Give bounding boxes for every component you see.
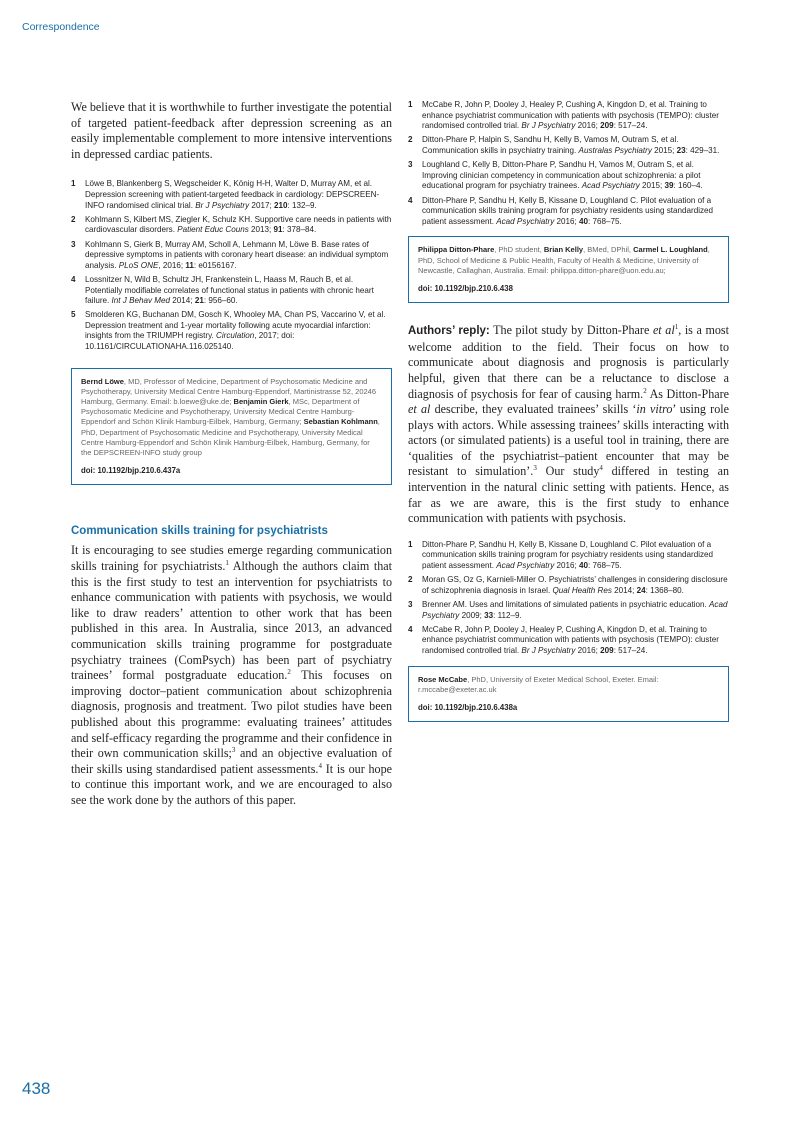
body-text: Our study bbox=[536, 464, 600, 479]
reference-volume: 23 bbox=[676, 145, 686, 155]
reference-journal: PLoS ONE bbox=[118, 260, 159, 270]
reference-item bbox=[408, 625, 729, 657]
affiliation-text bbox=[418, 675, 719, 695]
affiliation-text bbox=[418, 245, 719, 276]
body-text: describe, they evaluated trainees’ skills ‘ bbox=[430, 402, 637, 417]
reference-journal: Australas Psychiatry bbox=[578, 145, 652, 155]
reference-text: Kohlmann S, Gierk B, Murray AM, Scholl A, Lehmann M, Löwe B. Base rates of depressive symptoms in patients with coronary heart disease: an individual symptom analysis. bbox=[85, 239, 389, 270]
reference-text: Brenner AM. Uses and limitations of simulated patients in psychiatric education. bbox=[422, 600, 710, 609]
author-name: Brian Kelly bbox=[543, 245, 584, 255]
doi-link[interactable]: doi: 10.1192/bjp.210.6.438 bbox=[418, 283, 513, 293]
reference-text: , 2016; bbox=[158, 260, 186, 270]
author-name: Philippa Ditton-Phare bbox=[418, 245, 495, 255]
reference-text: Ditton-Phare P, Halpin S, Sandhu H, Kelly B, Vamos M, Outram S, et al. Communication skills in psychiatry training. bbox=[422, 135, 679, 155]
body-text: , is a most welcome addition to the field. Their focus on how to communicate about diagnosis and prognosis is particularly helpful, given that there can be a reluctance to disclose a diagnosis of psychosis for fear of causing harm. bbox=[408, 323, 729, 401]
reference-text: 2015; bbox=[639, 181, 665, 191]
reference-number: 3 bbox=[408, 600, 413, 609]
citation-marker[interactable]: 4 bbox=[599, 464, 603, 473]
reference-item bbox=[408, 160, 729, 192]
body-text: The pilot study by Ditton-Phare bbox=[489, 323, 653, 338]
reference-journal: Patient Educ Couns bbox=[177, 225, 249, 235]
reference-item bbox=[408, 600, 729, 621]
author-name: Sebastian Kohlmann bbox=[303, 417, 378, 427]
reference-text: : 112–9. bbox=[493, 610, 522, 620]
reference-journal: Qual Health Res bbox=[552, 585, 612, 595]
citation-marker[interactable]: 1 bbox=[225, 559, 229, 568]
reference-journal: Int J Behav Med bbox=[111, 296, 171, 306]
reference-item bbox=[408, 575, 729, 596]
reference-item bbox=[71, 240, 392, 272]
reference-text: 2013; bbox=[248, 225, 274, 235]
reference-text: : 956–60. bbox=[203, 296, 238, 306]
author-desc: , PhD, University of Exeter Medical School, Exeter. Email: r.mccabe@exeter.ac.uk bbox=[418, 674, 659, 694]
reference-number: 4 bbox=[408, 624, 413, 634]
citation-marker[interactable]: 1 bbox=[674, 323, 679, 332]
reference-volume: 91 bbox=[273, 225, 283, 235]
reference-text: Löwe B, Blankenberg S, Wegscheider K, König H-H, Walter D, Murray AM, et al. Depression screening with patient-targeted feedback in cardiology: DEPSCREEN-INFO randomised clinical trial. bbox=[85, 179, 380, 210]
citation-marker[interactable]: 3 bbox=[231, 746, 236, 755]
page-number: 438 bbox=[22, 1079, 51, 1098]
reference-text: Ditton-Phare P, Sandhu H, Kelly B, Kissane D, Loughland C. Pilot evaluation of a communication skills training program for psychiatry residents using standardized patient assessment. bbox=[422, 539, 714, 571]
reference-text: McCabe R, John P, Dooley J, Healey P, Cushing A, Kingdon D, et al. Training to enhance psychiatrist communication with patients with psychosis (TEMPO): cluster randomised controlled trial. bbox=[422, 100, 719, 131]
reference-text: : 429–31. bbox=[685, 145, 720, 155]
body-text: in vitro bbox=[636, 402, 673, 417]
reference-number: 5 bbox=[71, 310, 76, 320]
reference-item bbox=[408, 196, 729, 228]
reference-text: McCabe R, John P, Dooley J, Healey P, Cushing A, Kingdon D, et al. Training to enhance psychiatrist communication with patients with psychosis (TEMPO): cluster randomised controlled trial. bbox=[422, 624, 719, 655]
reference-number: 1 bbox=[408, 539, 413, 549]
citation-marker[interactable]: 4 bbox=[318, 761, 322, 770]
section-tag: Correspondence bbox=[22, 21, 100, 33]
body-text: and an objective evaluation of their skills using standardised patient assessments. bbox=[71, 746, 392, 776]
body-text: It is encouraging to see studies emerge regarding communication skills training for psychiatrists. bbox=[71, 543, 392, 574]
reference-journal: Br J Psychiatry bbox=[195, 200, 250, 210]
reference-item bbox=[408, 540, 729, 572]
affiliation-box-left bbox=[71, 368, 392, 486]
reference-text: : e0156167. bbox=[193, 260, 237, 270]
reference-text: Smolderen KG, Buchanan DM, Gosch K, Whooley MA, Chan PS, Vaccarino V, et al. Depression treatment and 1-year mortality following acute myocardial infarction: insights from the TRIUMPH registry. bbox=[85, 310, 386, 341]
reference-number: 4 bbox=[71, 274, 76, 284]
reference-text: , 2017; doi: 10.1161/CIRCULATIONAHA.116.025140. bbox=[85, 331, 295, 352]
body-text: This focuses on improving doctor–patient communication about schizophrenia diagnosis, prognosis and treatment. Two pilot studies have been published about this programme: evaluating trainees’ attitudes and self-efficacy regarding the programme and their confidence in their own communication skills; bbox=[71, 668, 392, 761]
author-name: Carmel L. Loughland bbox=[633, 245, 708, 255]
reference-text: 2016; bbox=[575, 645, 601, 655]
reference-item bbox=[71, 179, 392, 211]
reference-volume: 209 bbox=[600, 121, 614, 131]
reference-text: : 517–24. bbox=[613, 645, 648, 655]
reference-text: Ditton-Phare P, Sandhu H, Kelly B, Kissane D, Loughland C. Pilot evaluation of a communication skills training program for psychiatry residents using standardized patient assessment. bbox=[422, 195, 714, 226]
reference-number: 1 bbox=[408, 100, 413, 109]
body-text: Although the authors claim that this is the first study to test an intervention for psychiatrists to enhance communication with patients with psychosis, we would like to draw readers’ attention to other work that has been published in this area. In Australia, since 2013, an advanced communication skills training programme for postgraduate psychiatry trainees (ComPsych) has been part of psychiatry trainees’ formal postgraduate education. bbox=[71, 559, 392, 683]
reference-text: Kohlmann S, Kilbert MS, Ziegler K, Schulz KH. Supportive care needs in patients with cardiovascular disorders. bbox=[85, 214, 392, 235]
intro-paragraph: We believe that it is worthwhile to further investigate the potential of targeted patient-feedback after depression screening as an easily implementable complement to more intensive interventions in depressed cardiac patients. bbox=[71, 100, 392, 161]
reference-number: 2 bbox=[71, 214, 76, 224]
author-name: Rose McCabe bbox=[418, 674, 468, 684]
reference-item bbox=[71, 275, 392, 307]
reference-volume: 11 bbox=[185, 260, 194, 270]
reference-number: 2 bbox=[408, 575, 413, 585]
reference-text: 2016; bbox=[554, 216, 580, 226]
reference-text: : 378–84. bbox=[282, 225, 317, 235]
citation-marker[interactable]: 2 bbox=[643, 386, 647, 395]
author-desc: , PhD, Department of Psychosomatic Medicine and Psychotherapy, University Medical Centre Hamburg-Eppendorf and Schön Klinik Hamburg-Eilbek, Hamburg, Germany, for the DEPSCREEN-INFO study group bbox=[81, 417, 380, 458]
body-text: et al bbox=[408, 402, 431, 417]
reference-number: 3 bbox=[71, 239, 76, 249]
article-heading: Communication skills training for psychiatrists bbox=[71, 525, 328, 538]
reference-text: : 1368–80. bbox=[645, 585, 684, 595]
reference-journal: Circulation bbox=[216, 331, 255, 341]
reference-list-left bbox=[71, 179, 392, 352]
reference-volume: 39 bbox=[664, 181, 674, 191]
reply-lead: Authors’ reply: bbox=[408, 325, 490, 338]
reference-volume: 40 bbox=[579, 561, 589, 571]
reference-volume: 209 bbox=[600, 645, 614, 655]
reference-journal: Br J Psychiatry bbox=[521, 121, 576, 131]
article-body bbox=[71, 543, 392, 808]
author-name: Bernd Löwe bbox=[81, 376, 124, 386]
reference-text: : 160–4. bbox=[673, 181, 703, 191]
reference-number: 3 bbox=[408, 160, 413, 170]
reference-volume: 24 bbox=[636, 585, 646, 595]
reference-journal: Acad Psychiatry bbox=[581, 181, 640, 191]
reference-text: : 768–75. bbox=[588, 561, 622, 571]
reference-text: : 517–24. bbox=[613, 121, 648, 131]
left-column bbox=[71, 100, 392, 809]
reference-volume: 21 bbox=[194, 296, 204, 306]
author-desc: , MD, Professor of Medicine, Department of Psychosomatic Medicine and Psychotherapy, University Medical Centre Hamburg-Eppendorf, Martinistrasse 52, 20246 Hamburg, Germany. Email: b.loewe@uke.de; bbox=[81, 376, 376, 407]
reference-number: 2 bbox=[408, 135, 413, 145]
reference-text: 2015; bbox=[651, 145, 677, 155]
reference-text: 2014; bbox=[170, 296, 195, 306]
affiliation-box-right-2 bbox=[408, 666, 729, 723]
reference-text: Loughland C, Kelly B, Ditton-Phare P, Sandhu H, Vamos M, Outram S, et al. Improving clinician competency in communication about schizophrenia: a pilot educational program for psychiatry trainees. bbox=[422, 160, 701, 191]
author-desc: , MSc, Department of Psychosomatic Medicine and Psychotherapy, University Medical Centre Hamburg-Eppendorf and Schön Klinik Hamburg-Eilbek, Hamburg, Germany; bbox=[81, 397, 360, 427]
reference-text: 2016; bbox=[554, 561, 580, 571]
reference-journal: Acad Psychiatry bbox=[422, 600, 728, 620]
reference-volume: 40 bbox=[579, 216, 589, 226]
affiliation-text bbox=[81, 377, 382, 459]
reference-text: : 768–75. bbox=[588, 216, 622, 226]
reference-volume: 210 bbox=[273, 200, 288, 210]
reference-journal: Acad Psychiatry bbox=[496, 561, 555, 571]
citation-marker[interactable]: 2 bbox=[287, 668, 291, 677]
reply-body bbox=[408, 323, 729, 527]
author-desc: , BMed, DPhil, bbox=[583, 245, 634, 255]
reference-text: : 132–9. bbox=[287, 200, 317, 210]
reference-item bbox=[408, 100, 729, 132]
body-text: It is our hope to continue this important work, and we are encouraged to also see the work done by the authors of this paper. bbox=[71, 761, 392, 807]
reference-number: 1 bbox=[71, 179, 76, 189]
reference-list-right-top bbox=[408, 100, 729, 227]
body-text: ’ using role plays with actors. While assessing trainees’ skills interacting with actors (or simulated patients) is a useful tool in training, there are ‘qualities of the psychiatrist–patient encounter that may be resistant to simulation’. bbox=[408, 402, 729, 479]
citation-marker[interactable]: 3 bbox=[533, 464, 537, 473]
affiliation-box-right-1 bbox=[408, 236, 729, 303]
reference-text: 2014; bbox=[611, 585, 637, 595]
reference-list-right-bottom bbox=[408, 540, 729, 657]
reference-volume: 33 bbox=[484, 610, 494, 620]
body-text: As Ditton-Phare bbox=[646, 386, 729, 401]
author-name: Benjamin Gierk bbox=[233, 397, 289, 407]
reference-number: 4 bbox=[408, 195, 413, 205]
reference-journal: Acad Psychiatry bbox=[496, 216, 555, 226]
body-text: et al bbox=[652, 323, 675, 338]
doi-link[interactable]: doi: 10.1192/bjp.210.6.438a bbox=[418, 702, 518, 712]
reference-item bbox=[71, 310, 392, 352]
reference-item bbox=[71, 215, 392, 236]
reference-text: 2017; bbox=[249, 200, 274, 210]
reference-text: 2016; bbox=[575, 121, 601, 131]
author-desc: , PhD, School of Medicine & Public Health, Faculty of Health & Medicine, University of Newcastle, Callaghan, Australia. Email: philippa.ditton-phare@uon.edu.au; bbox=[418, 245, 710, 275]
reference-text: Moran GS, Oz G, Karnieli-Miller O. Psychiatrists’ challenges in considering disclosure of schizophrenia diagnosis in Israel. bbox=[422, 575, 728, 595]
reference-item bbox=[408, 135, 729, 156]
reference-text: 2009; bbox=[459, 610, 485, 620]
reference-journal: Br J Psychiatry bbox=[521, 645, 576, 655]
right-column bbox=[408, 100, 729, 722]
doi-link[interactable]: doi: 10.1192/bjp.210.6.437a bbox=[81, 466, 181, 476]
body-text: differed in testing an intervention in the natural clinic setting with patients. Hence, as far as we are aware, this is the first study to enhance communication with patients with psychosis. bbox=[408, 464, 730, 526]
reference-text: Lossnitzer N, Wild B, Schultz JH, Frankenstein L, Haass M, Rauch B, et al. Potentially modifiable correlates of functional status in patients with chronic heart failure. bbox=[85, 274, 374, 306]
author-desc: , PhD student, bbox=[494, 245, 544, 255]
